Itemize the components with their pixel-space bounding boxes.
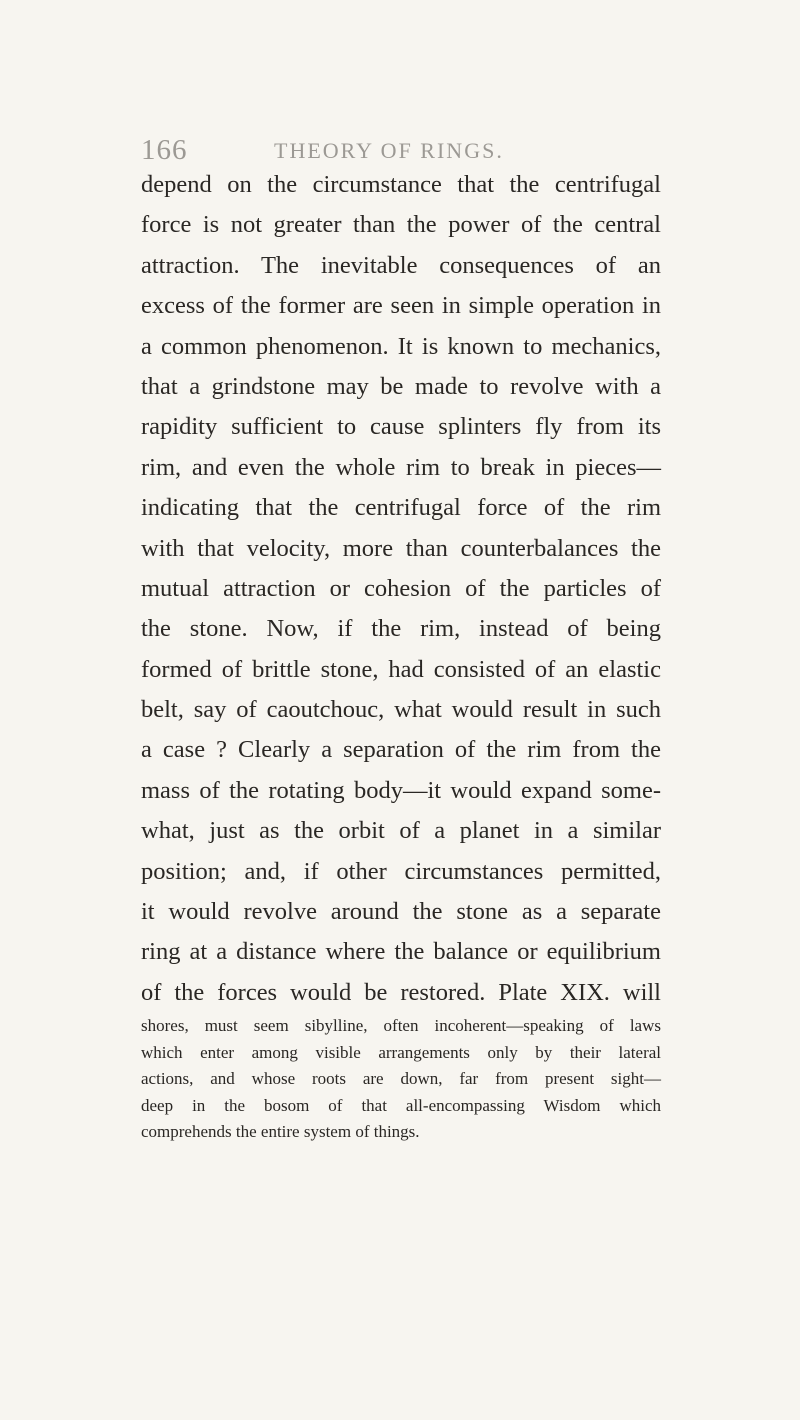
text-line: of the forces would be restored. Plate XIX. will: [141, 978, 661, 1006]
text-line: position; and, if other circumstances permitted,: [141, 857, 661, 885]
text-line: force is not greater than the power of the central: [141, 211, 661, 239]
note-line: shores, must seem sibylline, often incoherent—speaking of laws: [141, 1016, 661, 1035]
note-line: which enter among visible arrangements only by their lateral: [141, 1042, 661, 1062]
text-line: belt, say of caoutchouc, what would result in such: [141, 696, 661, 724]
text-line: depend on the circumstance that the centrifugal: [141, 171, 661, 198]
text-line: that a grindstone may be made to revolve with a: [141, 372, 661, 400]
text-line: attraction. The inevitable consequences of an: [141, 251, 661, 279]
text-line: what, just as the orbit of a planet in a similar: [141, 817, 661, 845]
text-line: it would revolve around the stone as a separate: [141, 898, 661, 926]
note-line: actions, and whose roots are down, far from present sight—: [141, 1069, 661, 1088]
text-line: ring at a distance where the balance or equilibrium: [141, 938, 661, 966]
text-line: rim, and even the whole rim to break in pieces—: [141, 453, 661, 481]
text-line: a common phenomenon. It is known to mechanics,: [141, 332, 661, 360]
text-line: the stone. Now, if the rim, instead of being: [141, 615, 661, 643]
page-number: 166: [141, 134, 188, 166]
text-line: indicating that the centrifugal force of the rim: [141, 494, 661, 522]
text-line: with that velocity, more than counterbalances the: [141, 534, 661, 562]
text-line: formed of brittle stone, had consisted of an elastic: [141, 655, 661, 683]
running-title: THEORY OF RINGS.: [274, 138, 504, 163]
note-paragraph: [141, 1013, 661, 1146]
text-line: mutual attraction or cohesion of the particles of: [141, 574, 661, 602]
text-line: excess of the former are seen in simple operation in: [141, 292, 661, 320]
text-line: rapidity sufficient to cause splinters fly from its: [141, 413, 661, 441]
running-head: [141, 134, 661, 166]
note-line: comprehends the entire system of things.: [141, 1122, 420, 1141]
main-paragraph: [141, 165, 661, 1013]
note-line: deep in the bosom of that all-encompassing Wisdom which: [141, 1095, 661, 1115]
text-line: a case ? Clearly a separation of the rim from the: [141, 736, 661, 764]
text-line: mass of the rotating body—it would expand some-: [141, 776, 661, 804]
